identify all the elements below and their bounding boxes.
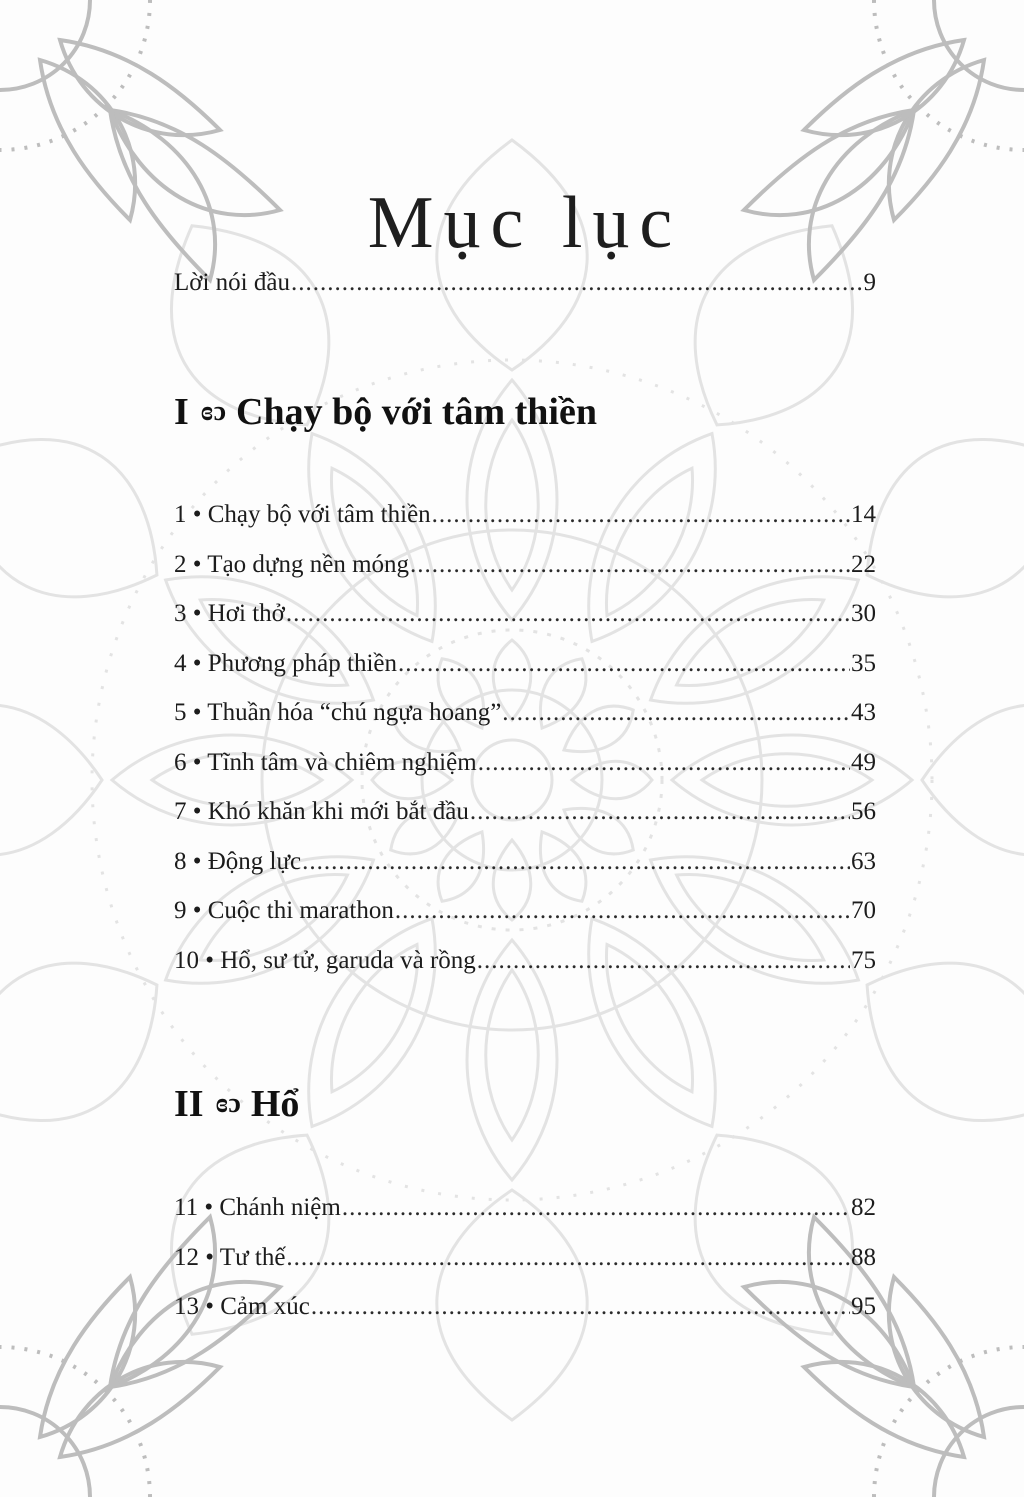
toc-entry[interactable] [174, 597, 876, 631]
section-numeral: II [174, 1083, 204, 1125]
entry-page-number: 75 [851, 947, 876, 974]
dot-leader [302, 845, 850, 879]
dot-leader [395, 894, 850, 928]
entry-page-number: 82 [851, 1194, 876, 1221]
toc-entry[interactable] [174, 845, 876, 879]
section-heading-2 [174, 1082, 876, 1130]
entry-label: 12 • Tư thế [174, 1244, 286, 1271]
dot-leader [502, 696, 850, 730]
toc-entry[interactable] [174, 1191, 876, 1225]
entry-page-number: 95 [851, 1293, 876, 1320]
entry-page-number: 88 [851, 1244, 876, 1271]
dot-leader [478, 746, 850, 780]
entry-label: 10 • Hổ, sư tử, garuda và rồng [174, 947, 476, 974]
section-title: Hổ [250, 1083, 300, 1125]
entry-page-number: 22 [851, 551, 876, 578]
section-heading-1 [174, 390, 876, 438]
entry-page-number: 56 [851, 798, 876, 825]
toc-entry[interactable] [174, 548, 876, 582]
entry-label: 1 • Chạy bộ với tâm thiền [174, 501, 431, 528]
entry-label: 6 • Tĩnh tâm và chiêm nghiệm [174, 749, 477, 776]
dot-leader [286, 1241, 850, 1275]
entry-label: 4 • Phương pháp thiền [174, 650, 398, 677]
ornament-icon: ɞɔ [215, 1088, 241, 1119]
entry-page-number: 35 [851, 650, 876, 677]
toc-entry[interactable] [174, 795, 876, 829]
dot-leader [432, 498, 850, 532]
toc-entry[interactable] [174, 746, 876, 780]
entry-label: 9 • Cuộc thi marathon [174, 897, 394, 924]
entry-label: 5 • Thuần hóa “chú ngựa hoang” [174, 699, 502, 726]
toc-entry[interactable] [174, 1241, 876, 1275]
toc-entry-preface[interactable] [174, 266, 876, 300]
dot-leader [291, 266, 863, 300]
toc-entry[interactable] [174, 1290, 876, 1324]
toc-entry[interactable] [174, 944, 876, 978]
dot-leader [311, 1290, 850, 1324]
entry-label: 13 • Cảm xúc [174, 1293, 310, 1320]
dot-leader [477, 944, 850, 978]
entry-page-number: 9 [863, 269, 876, 296]
toc-entry[interactable] [174, 696, 876, 730]
toc-entry[interactable] [174, 894, 876, 928]
section-title: Chạy bộ với tâm thiền [236, 391, 597, 433]
dot-leader [470, 795, 850, 829]
entry-label: 3 • Hơi thở [174, 600, 285, 627]
entry-label: 11 • Chánh niệm [174, 1194, 341, 1221]
entry-page-number: 43 [851, 699, 876, 726]
ornament-icon: ɞɔ [200, 396, 227, 427]
entry-label: 8 • Động lực [174, 848, 302, 875]
entry-label: 2 • Tạo dựng nền móng [174, 551, 410, 578]
entry-page-number: 30 [851, 600, 876, 627]
dot-leader [286, 597, 850, 631]
entry-label: 7 • Khó khăn khi mới bắt đầu [174, 798, 469, 825]
entry-label: Lời nói đầu [174, 269, 290, 296]
dot-leader [342, 1191, 850, 1225]
section-numeral: I [174, 391, 189, 433]
toc-title: Mục lục [367, 182, 683, 264]
entry-page-number: 63 [851, 848, 876, 875]
toc-entry[interactable] [174, 647, 876, 681]
entry-page-number: 70 [851, 897, 876, 924]
toc-entry[interactable] [174, 498, 876, 532]
entry-page-number: 49 [851, 749, 876, 776]
dot-leader [398, 647, 850, 681]
dot-leader [410, 548, 850, 582]
entry-page-number: 14 [851, 501, 876, 528]
